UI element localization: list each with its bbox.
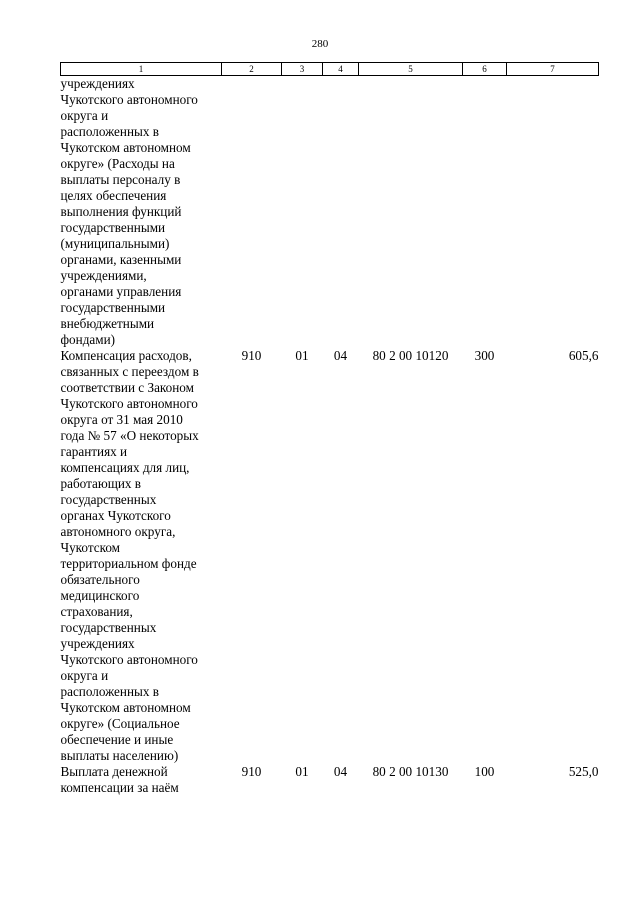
target-article-cell: 80 2 00 10130: [372, 764, 449, 779]
item-name-line: работающих в: [60, 476, 142, 491]
item-name-line: года № 57 «О некоторых: [60, 428, 199, 443]
item-name-line: территориальном фонде: [60, 556, 197, 571]
item-name-line: (муниципальными): [60, 236, 170, 251]
item-name-cell: [61, 348, 222, 764]
item-name-line: округа и: [60, 668, 109, 683]
header-cell-2: 2: [222, 63, 282, 76]
budget-table: [60, 62, 599, 796]
item-name-line: государственных: [60, 620, 157, 635]
section-cell: [282, 76, 323, 349]
item-name-line: медицинского: [60, 588, 140, 603]
amount-cell: [507, 76, 599, 349]
table-row: [61, 348, 599, 764]
amount-cell: 605,6: [568, 348, 599, 363]
item-name-line: государственными: [60, 300, 166, 315]
item-name-line: выплаты населению): [60, 748, 179, 763]
item-name-line: компенсации за наём: [60, 780, 179, 795]
item-name-line: внебюджетными: [60, 316, 155, 331]
item-name-line: округе» (Расходы на: [60, 156, 175, 171]
header-cell-1: 1: [61, 63, 222, 76]
item-name-line: Чукотском автономном: [60, 140, 191, 155]
item-name-line: выполнения функций: [60, 204, 182, 219]
item-name-line: Компенсация расходов,: [60, 348, 192, 363]
target-article-cell: 80 2 00 10120: [372, 348, 449, 363]
subsection-cell: [323, 76, 359, 349]
item-name-line: расположенных в: [60, 124, 160, 139]
item-name-line: компенсациях для лиц,: [60, 460, 190, 475]
item-name-line: Чукотском автономном: [60, 700, 191, 715]
subsection-cell: 04: [333, 348, 348, 363]
subsection-cell: 04: [333, 764, 348, 779]
header-cell-6: 6: [463, 63, 507, 76]
expense-type-cell: [463, 76, 507, 349]
item-name-line: органами управления: [60, 284, 182, 299]
header-cell-7: 7: [507, 63, 599, 76]
item-name-line: округа от 31 мая 2010: [60, 412, 183, 427]
header-cell-3: 3: [282, 63, 323, 76]
expense-type-cell: 300: [474, 348, 495, 363]
item-name-line: Выплата денежной: [60, 764, 168, 779]
item-name-cell: [61, 764, 222, 796]
item-name-line: выплаты персоналу в: [60, 172, 181, 187]
item-name-line: расположенных в: [60, 684, 160, 699]
item-name-line: государственными: [60, 220, 166, 235]
item-name-cell: [61, 76, 222, 349]
item-name-line: органами, казенными: [60, 252, 182, 267]
admin-code-cell: 910: [241, 348, 262, 363]
item-name-line: автономного округа,: [60, 524, 176, 539]
item-name-line: учреждениями,: [60, 268, 147, 283]
table-body: [61, 76, 599, 797]
item-name-line: Чукотского автономного: [60, 92, 198, 107]
header-cell-4: 4: [323, 63, 359, 76]
item-name-line: Чукотском: [60, 540, 121, 555]
item-name-line: гарантиях и: [60, 444, 128, 459]
item-name-line: учреждениях: [60, 76, 135, 91]
section-cell: 01: [295, 348, 309, 363]
target-article-cell: [359, 76, 463, 349]
item-name-line: Чукотского автономного: [60, 652, 198, 667]
expense-type-cell: 100: [474, 764, 495, 779]
header-cell-5: 5: [359, 63, 463, 76]
item-name-line: соответствии с Законом: [60, 380, 194, 395]
item-name-line: страхования,: [60, 604, 133, 619]
item-name-line: целях обеспечения: [60, 188, 167, 203]
section-cell: 01: [295, 764, 309, 779]
item-name-line: связанных с переездом в: [60, 364, 199, 379]
amount-cell: 525,0: [568, 764, 599, 779]
item-name-line: государственных: [60, 492, 157, 507]
admin-code-cell: 910: [241, 764, 262, 779]
table-row: [61, 76, 599, 349]
header-row: [61, 63, 599, 76]
item-name-line: Чукотского автономного: [60, 396, 198, 411]
table-header: [61, 63, 599, 76]
item-name-line: округа и: [60, 108, 109, 123]
item-name-line: округе» (Социальное: [60, 716, 180, 731]
item-name-line: учреждениях: [60, 636, 135, 651]
item-name-line: фондами): [60, 332, 116, 347]
page-number: 280: [311, 38, 329, 50]
item-name-line: обеспечение и иные: [60, 732, 174, 747]
item-name-line: органах Чукотского: [60, 508, 171, 523]
table-row: [61, 764, 599, 796]
admin-code-cell: [222, 76, 282, 349]
item-name-line: обязательного: [60, 572, 140, 587]
